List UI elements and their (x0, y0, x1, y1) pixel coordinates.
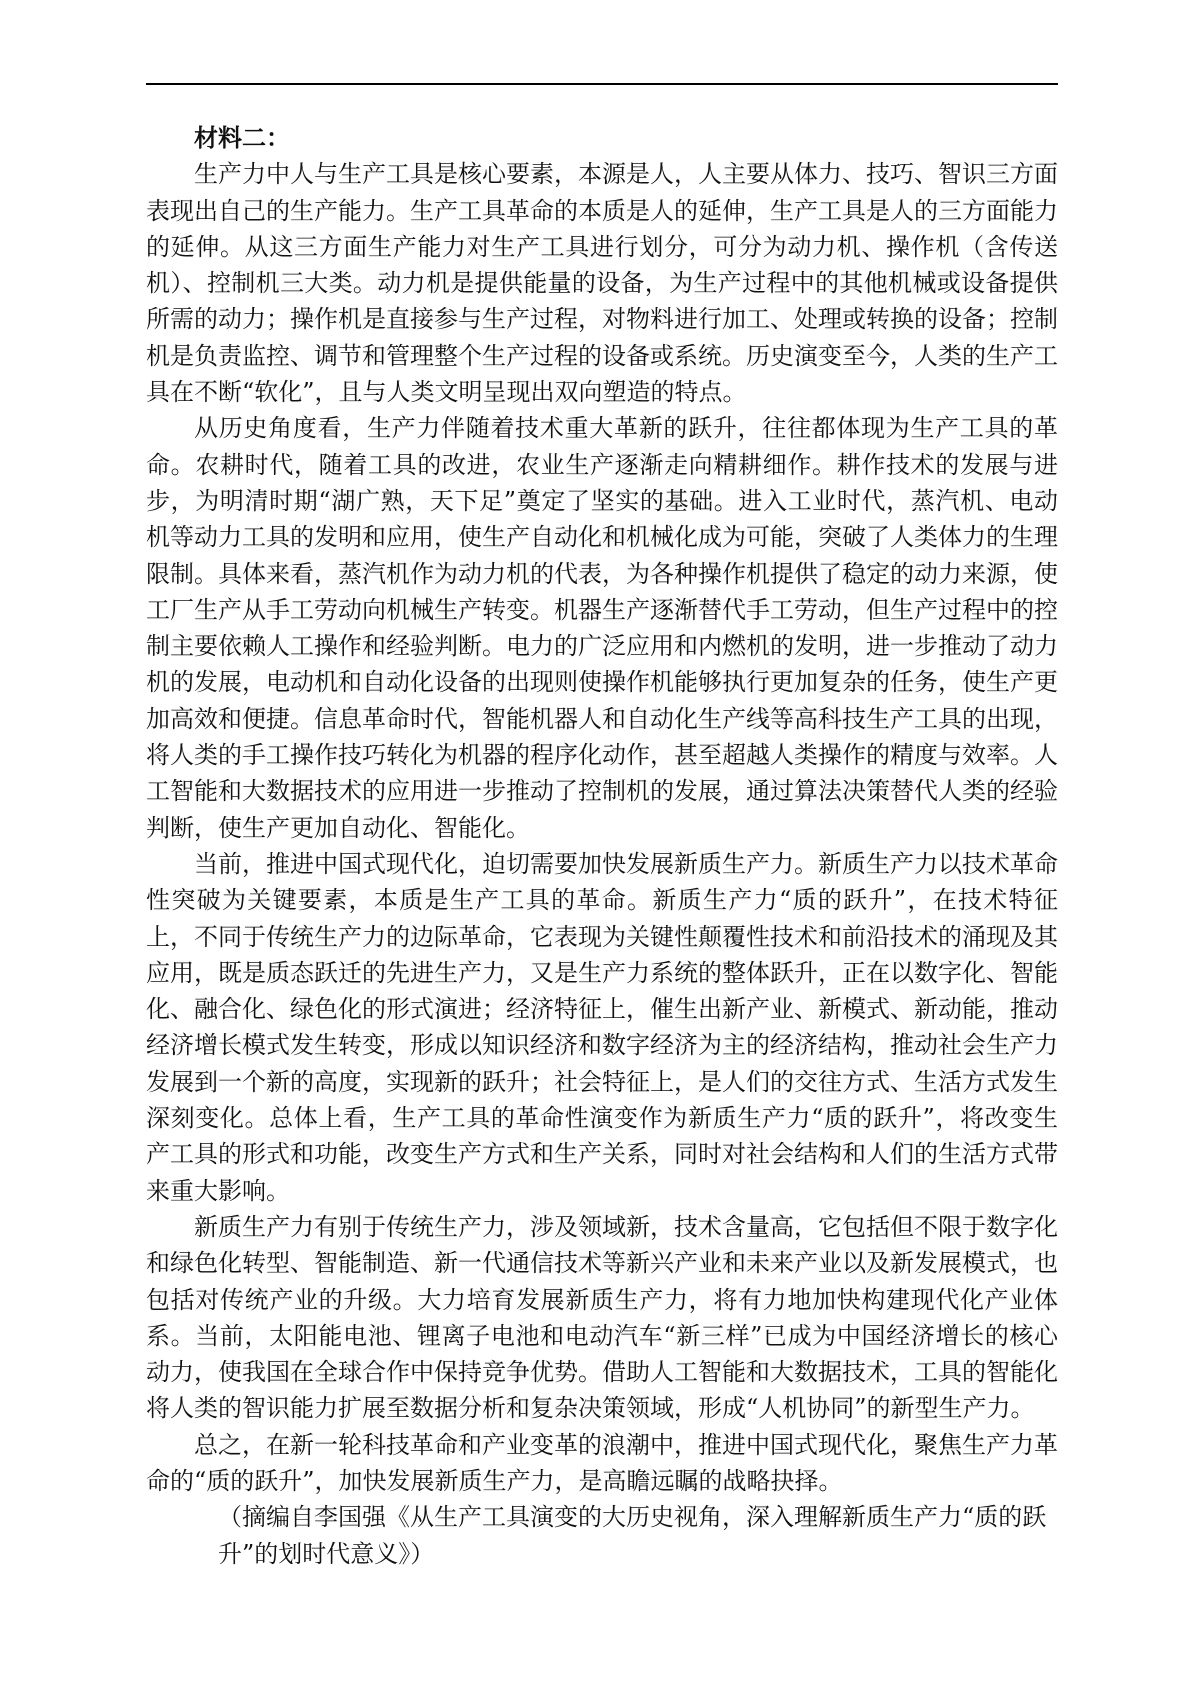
paragraph-3: 当前，推进中国式现代化，迫切需要加快发展新质生产力。新质生产力以技术革命性突破为关键要素，本质是生产工具的革命。新质生产力“质的跃升”，在技术特征上，不同于传统生产力的边际革命，它表现为关键性颠覆性技术和前沿技术的涌现及其应用，既是质态跃迁的先进生产力，又是生产力系统的整体跃升，正在以数字化、智能化、融合化、绿色化的形式演进；经济特征上，催生出新产业、新模式、新动能，推动经济增长模式发生转变，形成以知识经济和数字经济为主的经济结构，推动社会生产力发展到一个新的高度，实现新的跃升；社会特征上，是人们的交往方式、生活方式发生深刻变化。总体上看，生产工具的革命性演变作为新质生产力“质的跃升”，将改变生产工具的形式和功能，改变生产方式和生产关系，同时对社会结构和人们的生活方式带来重大影响。 (146, 849, 1058, 1205)
header-rule (146, 83, 1058, 85)
paragraph-4: 新质生产力有别于传统生产力，涉及领域新，技术含量高，它包括但不限于数字化和绿色化转型、智能制造、新一代通信技术等新兴产业和未来产业以及新发展模式，也包括对传统产业的升级。大力培育发展新质生产力，将有力地加快构建现代化产业体系。当前，太阳能电池、锂离子电池和电动汽车“新三样”已成为中国经济增长的核心动力，使我国在全球合作中保持竞争优势。借助人工智能和大数据技术，工具的智能化将人类的智识能力扩展至数据分析和复杂决策领域，形成“人机协同”的新型生产力。 (146, 1212, 1058, 1423)
section-heading: 材料二： (194, 123, 290, 152)
paragraph-2: 从历史角度看，生产力伴随着技术重大革新的跃升，往往都体现为生产工具的革命。农耕时代，随着工具的改进，农业生产逐渐走向精耕细作。耕作技术的发展与进步，为明清时期“湖广熟，天下足”奠定了坚实的基础。进入工业时代，蒸汽机、电动机等动力工具的发明和应用，使生产自动化和机械化成为可能，突破了人类体力的生理限制。具体来看，蒸汽机作为动力机的代表，为各种操作机提供了稳定的动力来源，使工厂生产从手工劳动向机械生产转变。机器生产逐渐替代手工劳动，但生产过程中的控制主要依赖人工操作和经验判断。电力的广泛应用和内燃机的发明，进一步推动了动力机的发展，电动机和自动化设备的出现则使操作机能够执行更加复杂的任务，使生产更加高效和便捷。信息革命时代，智能机器人和自动化生产线等高科技生产工具的出现，将人类的手工操作技巧转化为机器的程序化动作，甚至超越人类操作的精度与效率。人工智能和大数据技术的应用进一步推动了控制机的发展，通过算法决策替代人类的经验判断，使生产更加自动化、智能化。 (146, 414, 1058, 842)
source-citation: （摘编自李国强《从生产工具演变的大历史视角，深入理解新质生产力“质的跃升”的划时代意义》） (218, 1503, 1047, 1568)
article-body (146, 120, 1058, 1572)
paragraph-5: 总之，在新一轮科技革命和产业变革的浪潮中，推进中国式现代化，聚焦生产力革命的“质的跃升”，加快发展新质生产力，是高瞻远瞩的战略抉择。 (146, 1430, 1058, 1495)
paragraph-1: 生产力中人与生产工具是核心要素，本源是人，人主要从体力、技巧、智识三方面表现出自己的生产能力。生产工具革命的本质是人的延伸，生产工具是人的三方面能力的延伸。从这三方面生产能力对生产工具进行划分，可分为动力机、操作机（含传送机）、控制机三大类。动力机是提供能量的设备，为生产过程中的其他机械或设备提供所需的动力；操作机是直接参与生产过程，对物料进行加工、处理或转换的设备；控制机是负责监控、调节和管理整个生产过程的设备或系统。历史演变至今，人类的生产工具在不断“软化”，且与人类文明呈现出双向塑造的特点。 (146, 160, 1058, 407)
